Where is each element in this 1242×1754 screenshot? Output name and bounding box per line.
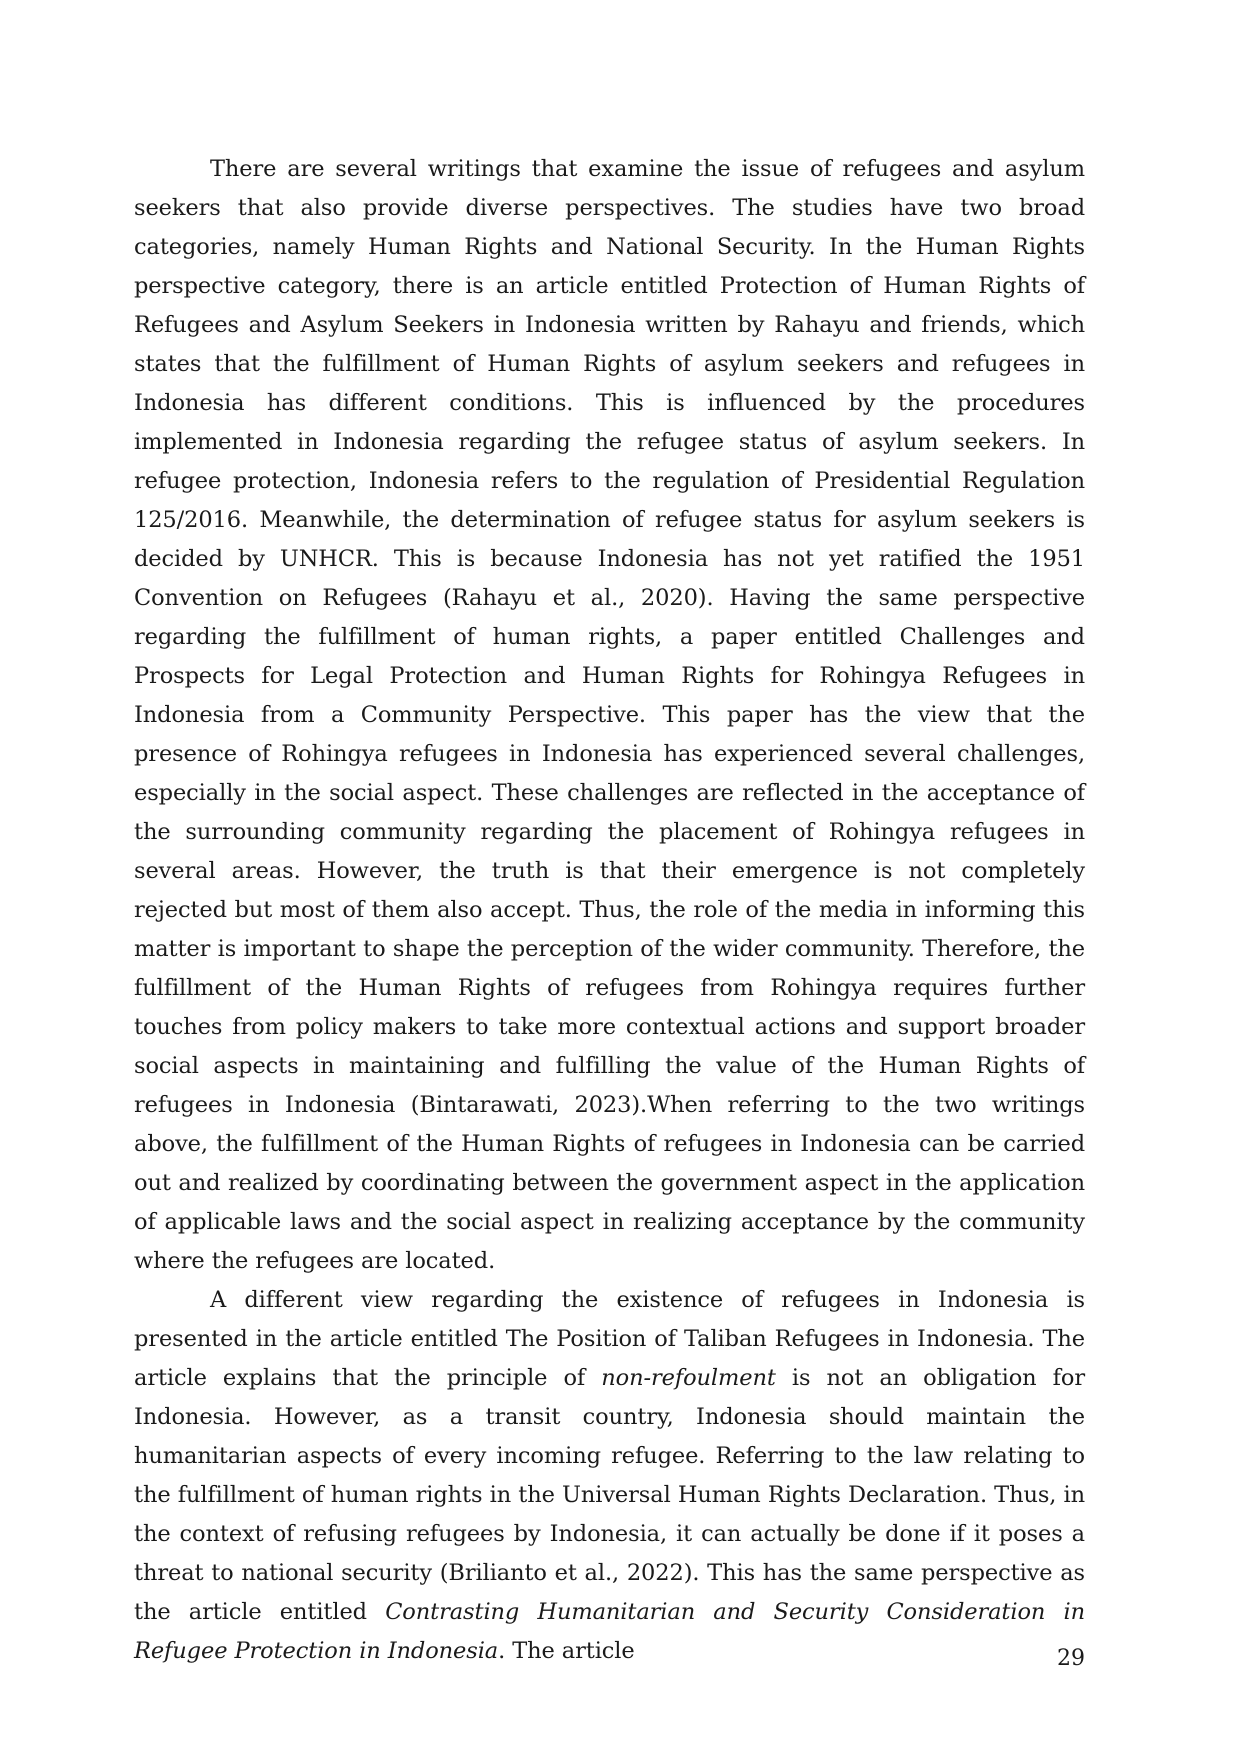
italic-article-title: Contrasting Humanitarian and Security Consideration in Refugee Protection in Indonesia <box>134 1599 1085 1664</box>
italic-term-non-refoulment: non-refoulment <box>601 1365 776 1391</box>
paragraph-text: There are several writings that examine the issue of refugees and asylum seekers that also provide diverse perspectives. The studies have two broad categories, namely Human Rights and National Security. In the Human Rights perspective category, there is an article entitled Protection of Human Rights of Refugees and Asylum Seekers in Indonesia written by Rahayu and friends, which states that the fulfillment of Human Rights of asylum seekers and refugees in Indonesia has different conditions. This is influenced by the procedures implemented in Indonesia regarding the refugee status of asylum seekers. In refugee protection, Indonesia refers to the regulation of Presidential Regulation 125/2016. Meanwhile, the determination of refugee status for asylum seekers is decided by UNHCR. This is because Indonesia has not yet ratified the 1951 Convention on Refugees (Rahayu et al., 2020). Having the same perspective regarding the fulfillment of human rights, a paper entitled Challenges and Prospects for Legal Protection and Human Rights for Rohingya Refugees in Indonesia from a Community Perspective. This paper has the view that the presence of Rohingya refugees in Indonesia has experienced several challenges, especially in the social aspect. These challenges are reflected in the acceptance of the surrounding community regarding the placement of Rohingya refugees in several areas. However, the truth is that their emergence is not completely rejected but most of them also accept. Thus, the role of the media in informing this matter is important to shape the perception of the wider community. Therefore, the fulfillment of the Human Rights of refugees from Rohingya requires further touches from policy makers to take more contextual actions and support broader social aspects in maintaining and fulfilling the value of the Human Rights of refugees in Indonesia (Bintarawati, 2023).When referring to the two writings above, the fulfillment of the Human Rights of refugees in Indonesia can be carried out and realized by coordinating between the government aspect in the application of applicable laws and the social aspect in realizing acceptance by the community where the refugees are located. <box>134 156 1085 1274</box>
page-body <box>134 150 1085 1671</box>
paragraph-text: is not an obligation for Indonesia. However, as a transit country, Indonesia should maintain the humanitarian aspects of every incoming refugee. Referring to the law relating to the fulfillment of human rights in the Universal Human Rights Declaration. Thus, in the context of refusing refugees by Indonesia, it can actually be done if it poses a threat to national security (Brilianto et al., 2022). This has the same perspective as the article entitled <box>134 1365 1085 1625</box>
paragraph-literature-security <box>134 1281 1085 1671</box>
page-number: 29 <box>1057 1646 1085 1671</box>
paragraph-text: . The article <box>498 1638 635 1664</box>
paragraph-literature-human-rights <box>134 150 1085 1281</box>
paragraph-text: A different view regarding the existence of refugees in Indonesia is presented in the article entitled The Position of Taliban Refugees in Indonesia. The article explains that the principle of <box>134 1287 1085 1391</box>
